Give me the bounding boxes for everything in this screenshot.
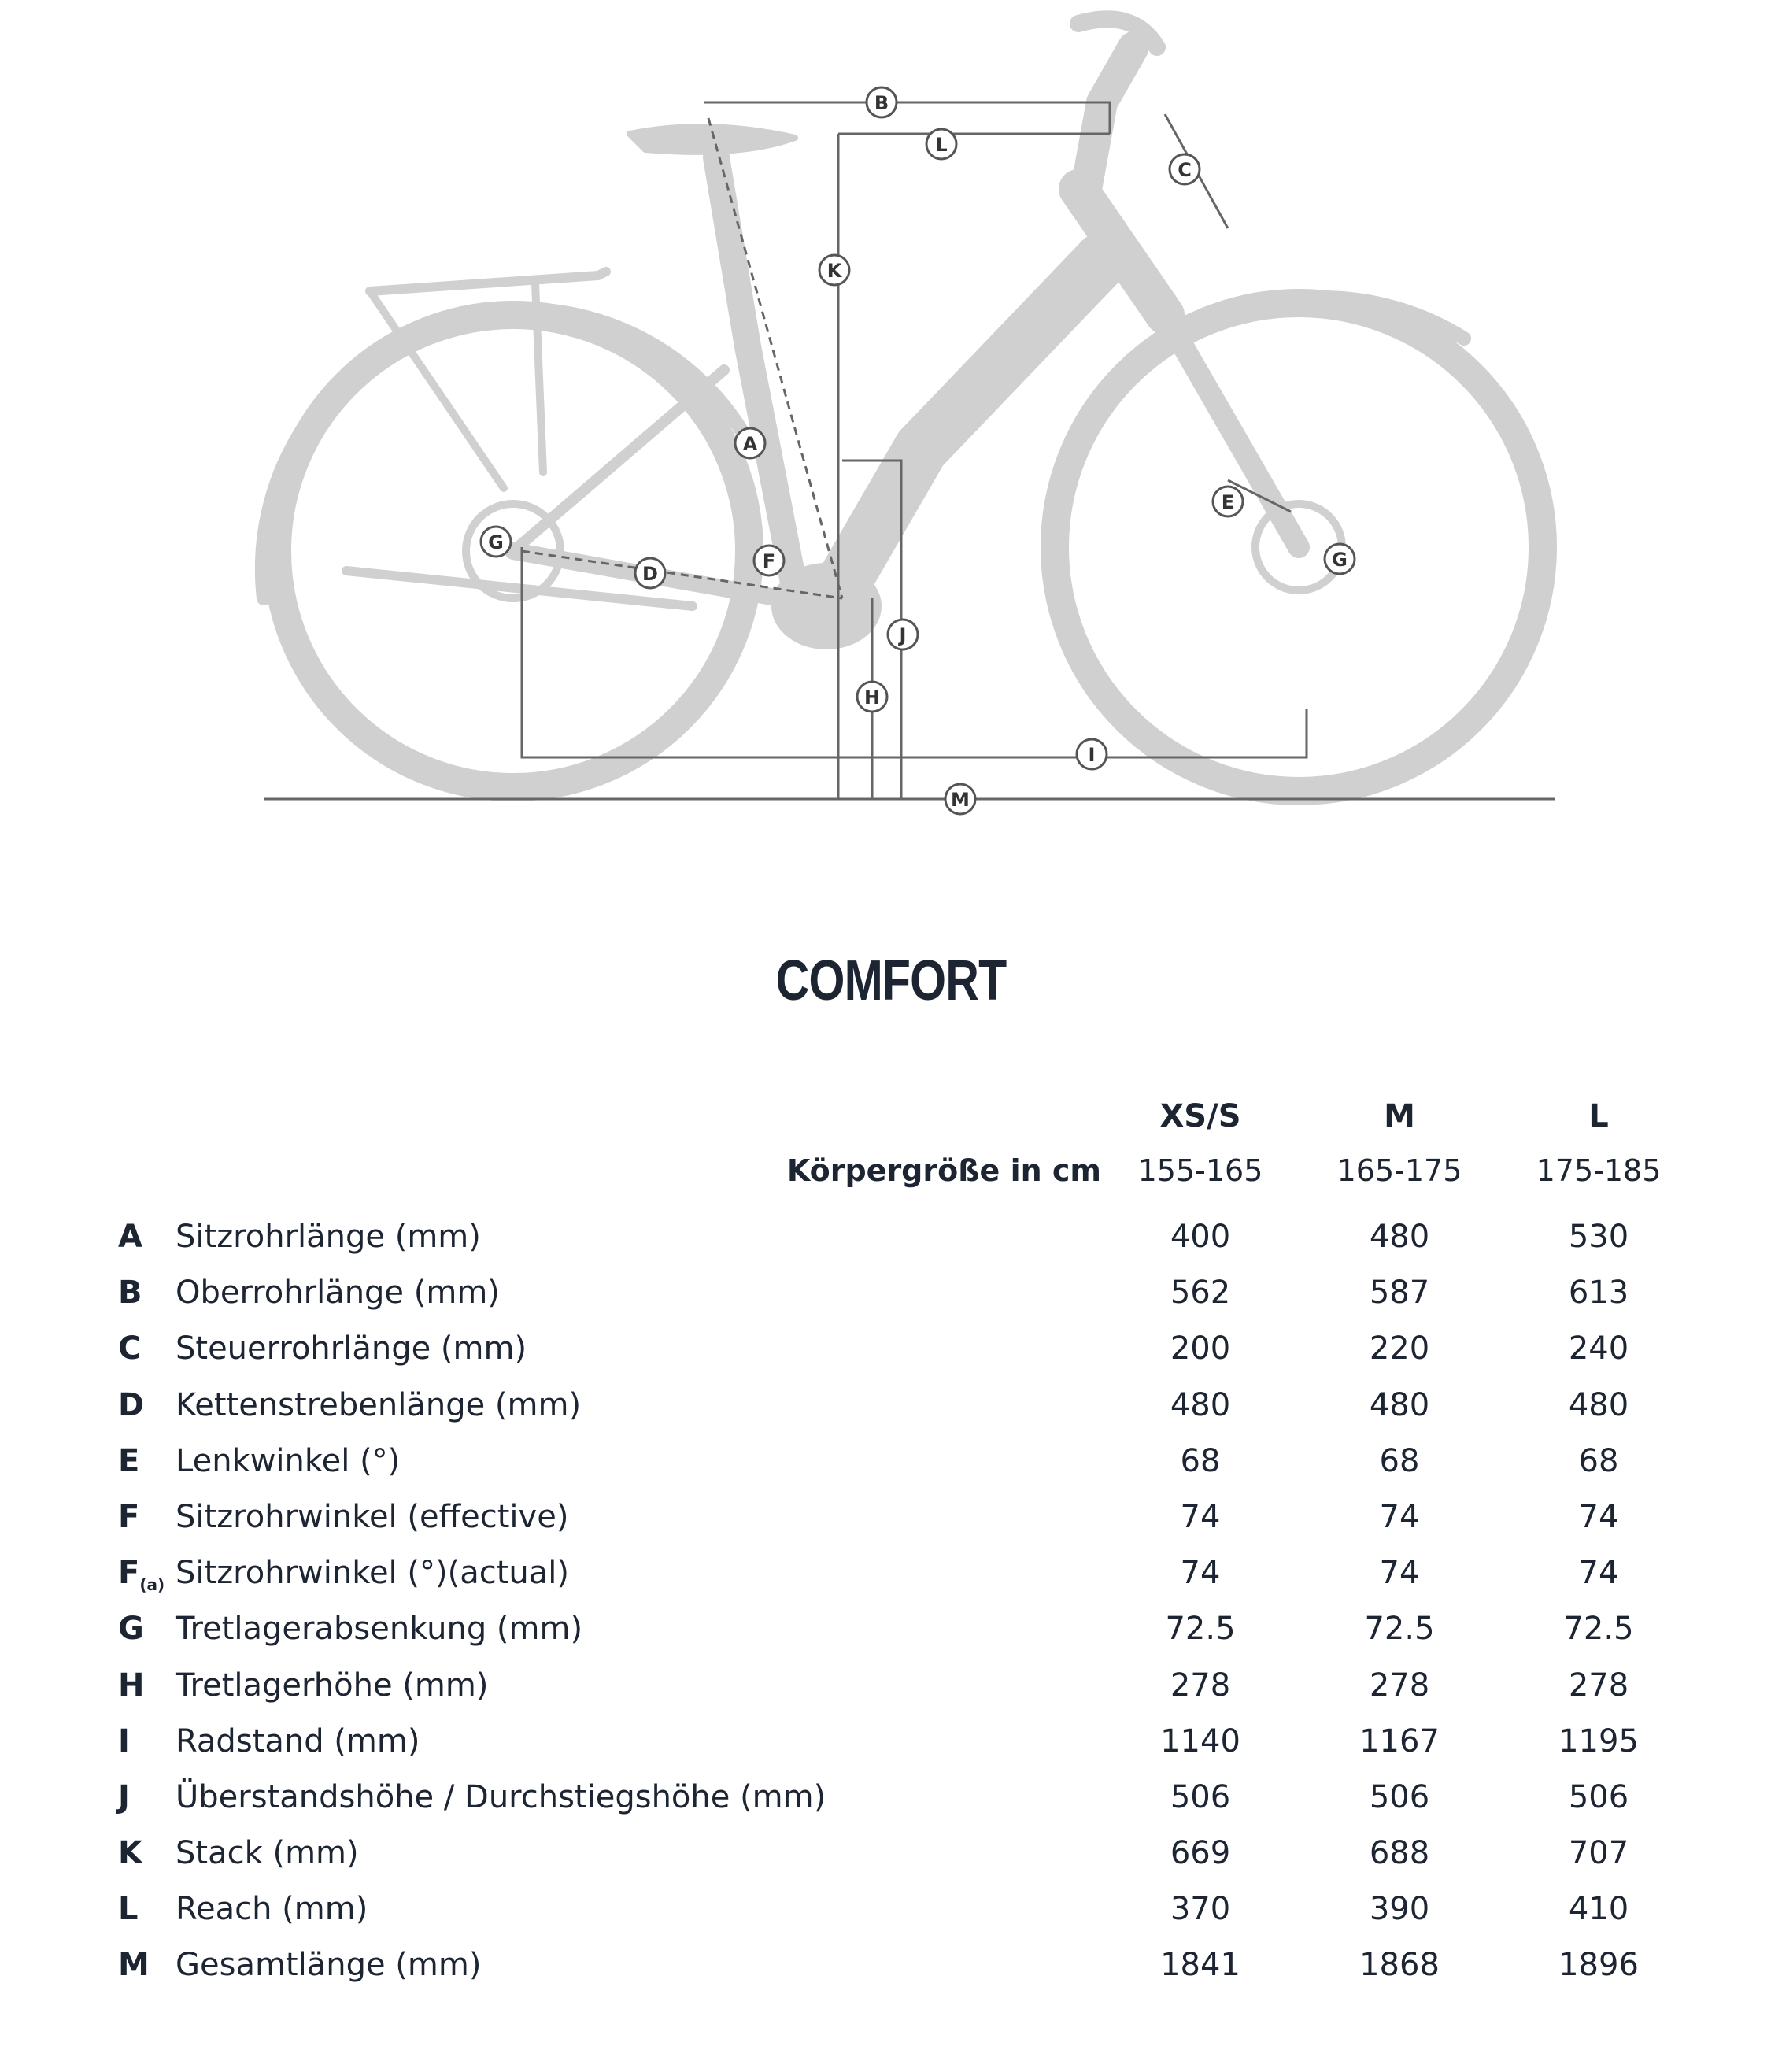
svg-text:C: C <box>1178 159 1192 181</box>
value-l: 74 <box>1578 1498 1619 1535</box>
row-name: Oberrohrlänge (mm) <box>176 1275 500 1312</box>
table-row <box>0 1275 1782 1330</box>
svg-text:E: E <box>1221 491 1235 513</box>
row-letter-main: F <box>118 1555 140 1592</box>
value-m: 72.5 <box>1364 1611 1435 1648</box>
row-name: Sitzrohrlänge (mm) <box>176 1219 481 1255</box>
value-m: 278 <box>1369 1667 1430 1704</box>
svg-text:B: B <box>874 92 889 114</box>
value-l: 480 <box>1568 1386 1629 1423</box>
size-header-m: M <box>1384 1098 1415 1134</box>
value-m: 220 <box>1369 1330 1430 1367</box>
height-range-xs-s: 155-165 <box>1137 1153 1263 1188</box>
row-name: Tretlagerabsenkung (mm) <box>176 1611 583 1648</box>
value-l: 74 <box>1578 1555 1619 1592</box>
svg-text:I: I <box>1088 744 1096 766</box>
table-row <box>0 1947 1782 2003</box>
table-row <box>0 1330 1782 1386</box>
value-xs-s: 669 <box>1170 1835 1231 1872</box>
value-m: 1868 <box>1359 1947 1440 1984</box>
value-l: 240 <box>1568 1330 1629 1367</box>
row-letter: D <box>118 1386 145 1423</box>
value-xs-s: 400 <box>1170 1219 1231 1255</box>
row-letter: M <box>118 1947 150 1984</box>
value-m: 68 <box>1379 1442 1420 1479</box>
table-row <box>0 1835 1782 1891</box>
table-row <box>0 1219 1782 1275</box>
row-name: Tretlagerhöhe (mm) <box>176 1667 489 1704</box>
row-letter <box>118 1555 165 1594</box>
row-letter: K <box>118 1835 142 1872</box>
table-row <box>0 1891 1782 1947</box>
svg-text:J: J <box>899 624 907 646</box>
row-name: Sitzrohrwinkel (effective) <box>176 1498 569 1535</box>
label-f-marker <box>754 546 784 575</box>
row-name: Radstand (mm) <box>176 1722 420 1759</box>
svg-text:A: A <box>742 433 758 455</box>
value-xs-s: 1140 <box>1160 1722 1240 1759</box>
value-xs-s: 370 <box>1170 1891 1231 1928</box>
label-e-marker <box>1213 487 1243 516</box>
value-m: 688 <box>1369 1835 1430 1872</box>
table-row <box>0 1443 1782 1499</box>
value-m: 506 <box>1369 1778 1430 1815</box>
row-letter-sub: (a) <box>139 1575 165 1595</box>
row-letter: C <box>118 1330 142 1367</box>
value-xs-s: 72.5 <box>1165 1611 1236 1648</box>
row-name: Steuerrohrlänge (mm) <box>176 1330 527 1367</box>
svg-text:K: K <box>826 260 842 282</box>
table-row <box>0 1667 1782 1723</box>
row-name: Stack (mm) <box>176 1835 359 1872</box>
label-h-marker <box>857 682 887 712</box>
value-l: 530 <box>1568 1219 1629 1255</box>
value-m: 480 <box>1369 1219 1430 1255</box>
value-l: 506 <box>1568 1778 1629 1815</box>
value-xs-s: 480 <box>1170 1386 1231 1423</box>
value-m: 1167 <box>1359 1722 1440 1759</box>
row-letter: H <box>118 1667 145 1704</box>
value-xs-s: 1841 <box>1160 1947 1240 1984</box>
size-header-xs-s: XS/S <box>1159 1098 1241 1134</box>
row-name: Gesamtlänge (mm) <box>176 1947 482 1984</box>
label-j-marker <box>888 620 918 649</box>
svg-text:G: G <box>1332 549 1348 571</box>
value-l: 68 <box>1578 1442 1619 1479</box>
row-name: Reach (mm) <box>176 1891 368 1928</box>
value-xs-s: 68 <box>1180 1442 1221 1479</box>
label-g-front-marker <box>1325 544 1355 574</box>
value-m: 390 <box>1369 1891 1430 1928</box>
body-height-label: Körpergröße in cm <box>786 1153 1101 1188</box>
row-letter: F <box>118 1498 140 1535</box>
svg-text:M: M <box>951 789 970 811</box>
table-row <box>0 1499 1782 1555</box>
svg-text:L: L <box>935 134 948 156</box>
row-name: Lenkwinkel (°) <box>176 1442 401 1479</box>
row-name: Überstandshöhe / Durchstiegshöhe (mm) <box>176 1778 826 1815</box>
row-letter: B <box>118 1275 142 1312</box>
height-range-l: 175-185 <box>1536 1153 1662 1188</box>
svg-text:H: H <box>863 686 881 709</box>
value-l: 72.5 <box>1563 1611 1634 1648</box>
value-l: 278 <box>1568 1667 1629 1704</box>
row-name: Sitzrohrwinkel (°)(actual) <box>176 1555 569 1592</box>
value-m: 74 <box>1379 1498 1420 1535</box>
table-title: COMFORT <box>775 949 1007 1012</box>
svg-text:F: F <box>762 550 776 572</box>
table-row <box>0 1611 1782 1667</box>
label-a-marker <box>735 428 765 458</box>
label-k-marker <box>819 255 849 285</box>
value-m: 480 <box>1369 1386 1430 1423</box>
value-xs-s: 562 <box>1170 1275 1231 1312</box>
svg-text:G: G <box>488 531 504 553</box>
value-m: 587 <box>1369 1275 1430 1312</box>
geometry-table <box>0 1219 1782 2004</box>
row-letter: J <box>118 1778 130 1815</box>
row-name: Kettenstrebenlänge (mm) <box>176 1386 582 1423</box>
value-xs-s: 74 <box>1180 1555 1221 1592</box>
label-l-marker <box>926 129 956 159</box>
table-row <box>0 1387 1782 1443</box>
value-l: 1896 <box>1558 1947 1639 1984</box>
value-xs-s: 200 <box>1170 1330 1231 1367</box>
value-l: 707 <box>1568 1835 1629 1872</box>
value-xs-s: 506 <box>1170 1778 1231 1815</box>
row-letter: L <box>118 1891 139 1928</box>
row-letter: E <box>118 1442 140 1479</box>
label-g-rear-marker <box>481 527 511 557</box>
value-l: 410 <box>1568 1891 1629 1928</box>
label-b-marker <box>867 87 897 117</box>
label-i-marker <box>1077 739 1107 769</box>
label-m-marker <box>945 784 975 814</box>
svg-text:D: D <box>642 563 658 585</box>
size-header-l: L <box>1588 1098 1609 1134</box>
table-row <box>0 1779 1782 1835</box>
row-letter: G <box>118 1611 144 1648</box>
row-letter: I <box>118 1722 130 1759</box>
value-l: 1195 <box>1558 1722 1639 1759</box>
table-row <box>0 1555 1782 1611</box>
value-xs-s: 74 <box>1180 1498 1221 1535</box>
value-xs-s: 278 <box>1170 1667 1231 1704</box>
value-m: 74 <box>1379 1555 1420 1592</box>
value-l: 613 <box>1568 1275 1629 1312</box>
label-d-marker <box>635 558 665 588</box>
row-letter: A <box>118 1219 142 1255</box>
height-range-m: 165-175 <box>1336 1153 1462 1188</box>
bike-geometry-diagram <box>0 0 1782 850</box>
table-row <box>0 1723 1782 1779</box>
label-c-marker <box>1170 154 1200 184</box>
